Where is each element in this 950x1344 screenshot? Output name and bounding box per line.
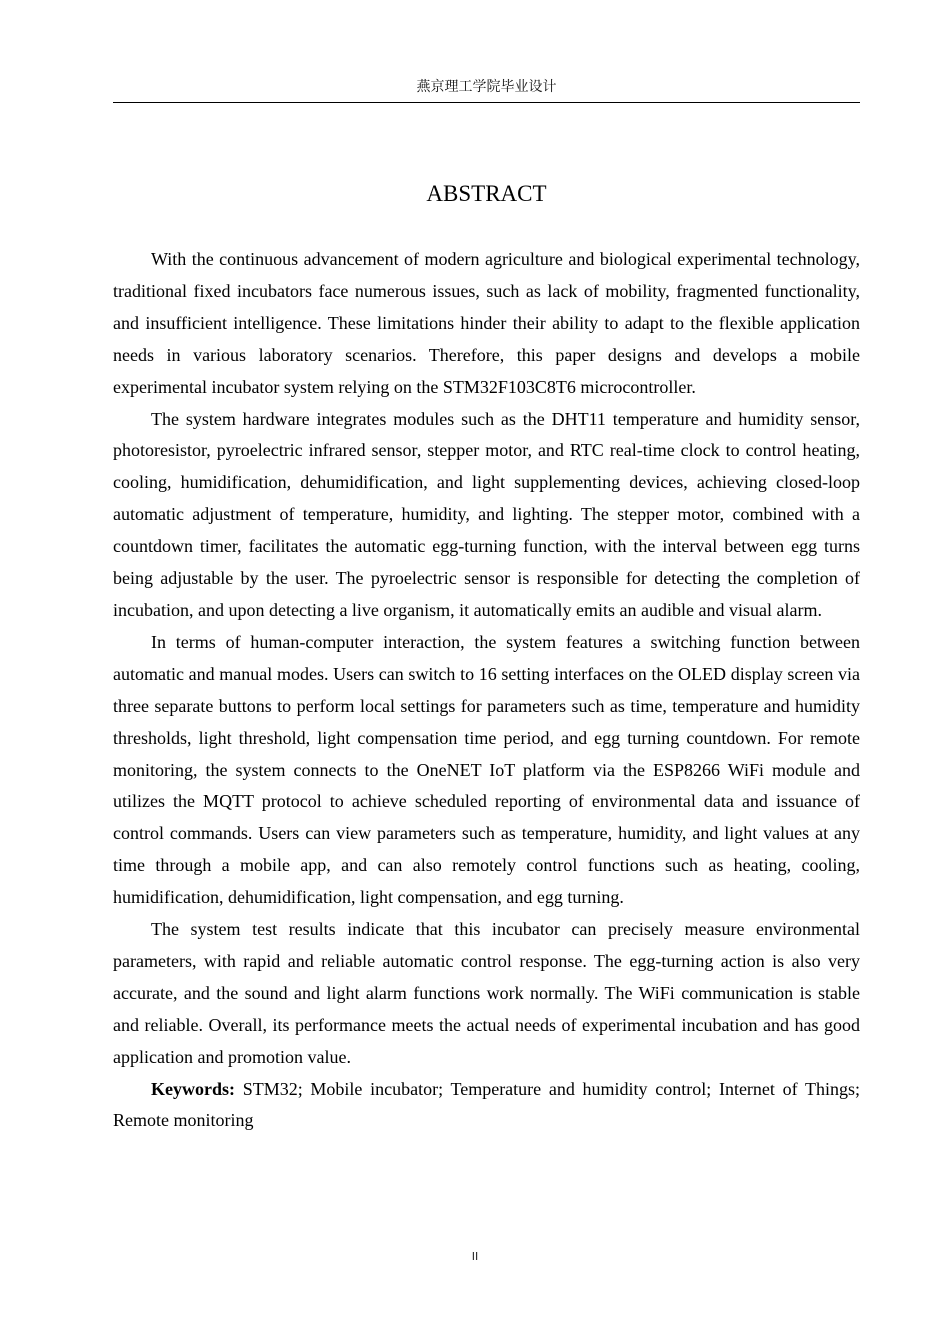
abstract-body [113, 244, 860, 1137]
page-number: II [471, 1250, 479, 1263]
abstract-title: ABSTRACT [426, 181, 547, 206]
keywords-label: Keywords: [151, 1078, 235, 1099]
keywords-line [113, 1074, 860, 1138]
keywords-text: STM32; Mobile incubator; Temperature and humidity control; Internet of Things; Remote monitoring [113, 1078, 860, 1131]
abstract-paragraph: The system test results indicate that this incubator can precisely measure environmental parameters, with rapid and reliable automatic control response. The egg-turning action is also very accurate, and the sound and light alarm functions work normally. The WiFi communication is stable and reliable. Overall, its performance meets the actual needs of experimental incubation and has good application and promotion value. [113, 919, 860, 1067]
header-title: 燕京理工学院毕业设计 [416, 79, 557, 95]
page-header [113, 76, 860, 103]
abstract-paragraph: In terms of human-computer interaction, the system features a switching function between automatic and manual modes. Users can switch to 16 setting interfaces on the OLED display screen via three separate buttons to perform local settings for parameters such as time, temperature and humidity thresholds, light threshold, light compensation time period, and egg turning countdown. For remote monitoring, the system connects to the OneNET IoT platform via the ESP8266 WiFi module and utilizes the MQTT protocol to achieve scheduled reporting of environmental data and issuance of control commands. Users can view parameters such as temperature, humidity, and light values at any time through a mobile app, and can also remotely control functions such as heating, cooling, humidification, dehumidification, light compensation, and egg turning. [113, 631, 860, 908]
abstract-paragraph: With the continuous advancement of modern agriculture and biological experimental technology, traditional fixed incubators face numerous issues, such as lack of mobility, fragmented functionality, and insufficient intelligence. These limitations hinder their ability to adapt to the flexible application needs in various laboratory scenarios. Therefore, this paper designs and develops a mobile experimental incubator system relying on the STM32F103C8T6 microcontroller. [113, 249, 860, 397]
abstract-paragraph: The system hardware integrates modules such as the DHT11 temperature and humidity sensor, photoresistor, pyroelectric infrared sensor, stepper motor, and RTC real-time clock to control heating, cooling, humidification, dehumidification, and light supplementing devices, achieving closed-loop automatic adjustment of temperature, humidity, and lighting. The stepper motor, combined with a countdown timer, facilitates the automatic egg-turning function, with the interval between egg turns being adjustable by the user. The pyroelectric sensor is responsible for detecting the completion of incubation, and upon detecting a live organism, it automatically emits an audible and visual alarm. [113, 408, 860, 620]
